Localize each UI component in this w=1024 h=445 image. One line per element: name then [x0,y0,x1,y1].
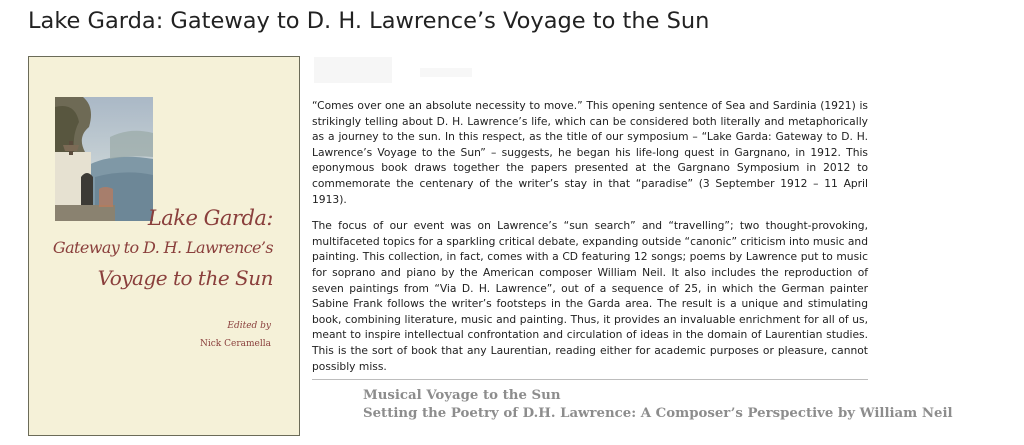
related-item-title[interactable]: Musical Voyage to the Sun [363,388,561,403]
cover-title [53,203,273,293]
cover-title-line1: Lake Garda: [147,206,273,230]
faded-placeholder-block [314,57,392,83]
section-divider [312,379,868,380]
cover-title-line3: Voyage to the Sun [97,266,273,290]
book-cover-image [28,56,300,436]
cover-editor-name: Nick Ceramella [200,339,271,349]
description-paragraph: “Comes over one an absolute necessity to move.” This opening sentence of Sea and Sardinia (1921) is strikingly telling about D. H. Lawrence’s life, which can be considered both literally and metaphorically as a journey to the sun. In this respect, as the title of our symposium – “Lake Garda: Gateway to D. H. Lawrence’s Voyage to the Sun” – suggests, he began his life-long quest in Gargnano, in 1912. This eponymous book draws together the papers presented at the Gargnano Symposium in 2012 to commemorate the centenary of the writer’s stay in that “paradise” (3 September 1912 – 11 April 1913). [312,99,868,206]
related-item-subtitle[interactable]: Setting the Poetry of D.H. Lawrence: A Composer’s Perspective by William Neil [363,406,953,421]
description-paragraph: The focus of our event was on Lawrence’s “sun search” and “travelling”; two thought-provoking, multifaceted topics for a sparkling critical debate, expanding outside “canonic” criticism into music and painting. This collection, in fact, comes with a CD featuring 12 songs; poems by Lawrence put to music for soprano and piano by the American composer William Neil. It also includes the reproduction of seven paintings from “Via D. H. Lawrence”, out of a sequence of 25, in which the German painter Sabine Frank follows the writer’s footsteps in the Garda area. The result is a unique and stimulating book, combining literature, music and painting. Thus, it provides an invaluable enrichment for all of us, meant to inspire intellectual confrontation and circulation of ideas in the domain of Laurentian studies. This is the sort of book that any Laurentian, reading either for academic purposes or pleasure, cannot possibly miss. [312,219,868,373]
faded-placeholder-text [420,68,472,77]
cover-edited-by: Edited by [227,321,271,331]
cover-title-line2: Gateway to D. H. Lawrence’s [52,238,273,257]
page-title: Lake Garda: Gateway to D. H. Lawrence’s Voyage to the Sun [28,8,710,34]
book-description [312,98,868,385]
